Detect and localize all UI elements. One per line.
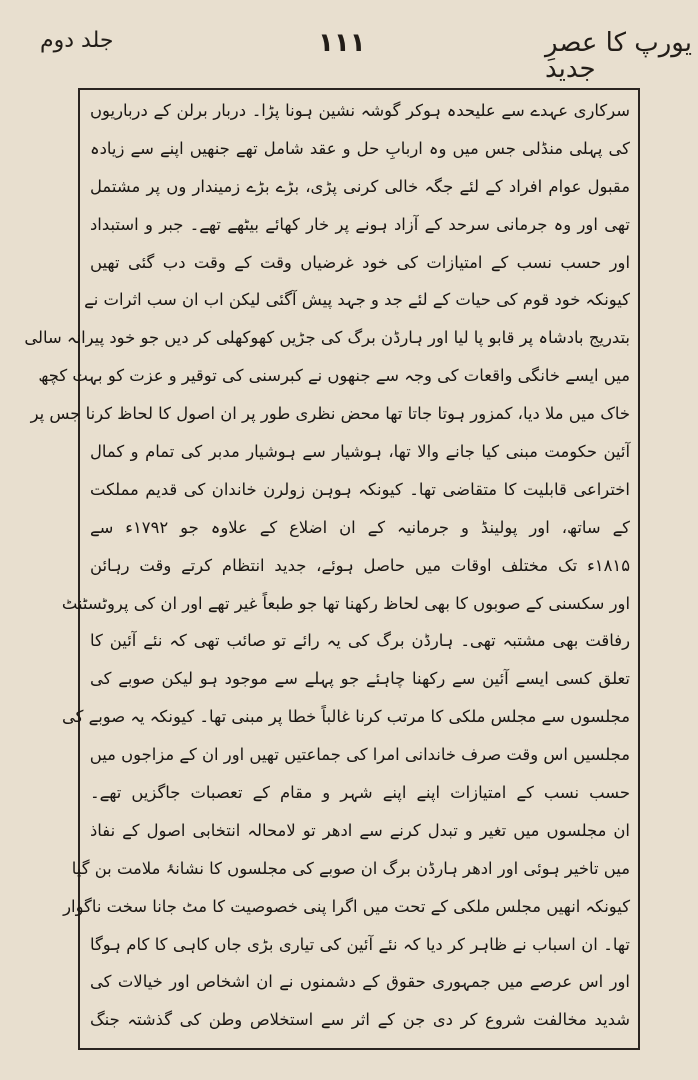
- text-line: تعلق کسی ایسے آئین سے رکھنا چاہئے جو پہلے سے موجود ہو لیکن صوبے کی: [90, 669, 630, 689]
- volume-label: جلد دوم: [40, 28, 114, 53]
- text-line: تھا۔ ان اسباب نے ظاہر کر دیا کہ نئے آئین کی تیاری بڑی جاں کاہی کا کام ہوگا: [90, 934, 630, 954]
- text-line: کے ساتھ، اور پولینڈ و جرمانیہ کے ان اضلاع کے علاوہ جو ۱۷۹۲ء سے: [90, 517, 630, 537]
- text-line: میں تاخیر ہوئی اور ادھر ہارڈن برگ ان صوبے کی مجلسوں کا نشانۂ ملامت بن گیا: [71, 858, 630, 878]
- text-line: مجلسیں اس وقت صرف خاندانی امرا کی جماعتیں تھیں اور ان کے مزاجوں میں: [89, 745, 630, 765]
- text-line: آئین حکومت مبنی کیا جانے والا تھا، ہوشیار سے ہوشیار مدبر کی تمام و کمال: [90, 442, 630, 462]
- text-line: مقبول عوام افراد کے لئے جگہ خالی کرنی پڑی، بڑے بڑے زمیندار وں پر مشتمل: [90, 176, 630, 196]
- body-text: [24, 92, 630, 1042]
- text-line: ۱۸۱۵ء تک مختلف اوقات میں حاصل ہوئے، جدید انتظام کرتے وقت رہائن: [90, 555, 630, 575]
- text-line: کیونکہ انھیں مجلس ملکی کے تحت میں اگرا پنی خصوصیت کا مٹ جانا سخت ناگوار: [63, 896, 630, 916]
- page-header: [0, 0, 698, 90]
- text-line: رفاقت بھی مشتبہ تھی۔ ہارڈن برگ کی یہ رائے تو صائب تھی کہ نئے آئین کا: [90, 631, 630, 651]
- text-line: میں ایسے خانگی واقعات کی وجہ سے جنھوں نے کبرسنی کی توقیر و عزت کو بہت کچھ: [38, 366, 630, 386]
- text-line: سرکاری عہدے سے علیحدہ ہوکر گوشہ نشین ہونا پڑا۔ دربار برلن کے درباریوں: [90, 101, 630, 120]
- text-line: اور اس عرصے میں جمہوری حقوق کے دشمنوں نے ان اشخاص اور خیالات کی: [90, 972, 630, 992]
- text-line: بتدریج بادشاہ پر قابو پا لیا اور ہارڈن برگ کی جڑیں کھوکھلی کر دیں جو خود پیرانہ سالی: [24, 328, 630, 348]
- text-line: کی پہلی منڈلی جس میں وہ اربابِ حل و عقد شامل تھے جنھیں اپنے سے زیادہ: [90, 138, 630, 158]
- text-line: شدید مخالفت شروع کر دی جن کے اثر سے استخلاص وطن کی گذشتہ جنگ: [90, 1010, 630, 1030]
- text-line: اختراعی قابلیت کا متقاضی تھا۔ کیونکہ ہوہن زولرن خاندان کی قدیم مملکت: [90, 479, 630, 499]
- book-title: یورپ کا عصرِ جدید: [545, 28, 692, 84]
- text-line: کیونکہ خود قوم کی حیات کے لئے جد و جہد پیش آگئی لیکن اب ان سب اثرات نے: [84, 290, 630, 310]
- text-line: اور سکسنی کے صوبوں کا بھی لحاظ رکھنا تھا جو طبعاً غیر تھے اور ان کی پروٹسٹنٹ: [61, 593, 630, 613]
- text-line: ان مجلسوں میں تغیر و تبدل کرنے سے ادھر تو لامحالہ انتخابی اصول کے نفاذ: [90, 820, 630, 840]
- page-number: ۱۱۱: [318, 28, 366, 58]
- text-line: تھی اور وہ جرمانی سرحد کے آزاد ہونے پر خار کھائے بیٹھے تھے۔ جبر و استبداد: [90, 214, 630, 234]
- text-line: اور حسب نسب کے امتیازات کی خود غرضیاں وقت کے وقت دب گئی تھیں: [90, 252, 630, 272]
- text-line: خاک میں ملا دیا، کمزور ہوتا جاتا تھا محض نظری طور پر ان اصول کا لحاظ کرنا جس پر: [30, 404, 630, 424]
- text-line: مجلسوں سے مجلس ملکی کا مرتب کرنا غالباً خطا پر مبنی تھا۔ کیونکہ یہ صوبے کی: [61, 707, 630, 727]
- text-line: حسب نسب کے امتیازات اپنے اپنے شہر و مقام کے تعصبات جاگزیں تھے۔: [90, 783, 630, 803]
